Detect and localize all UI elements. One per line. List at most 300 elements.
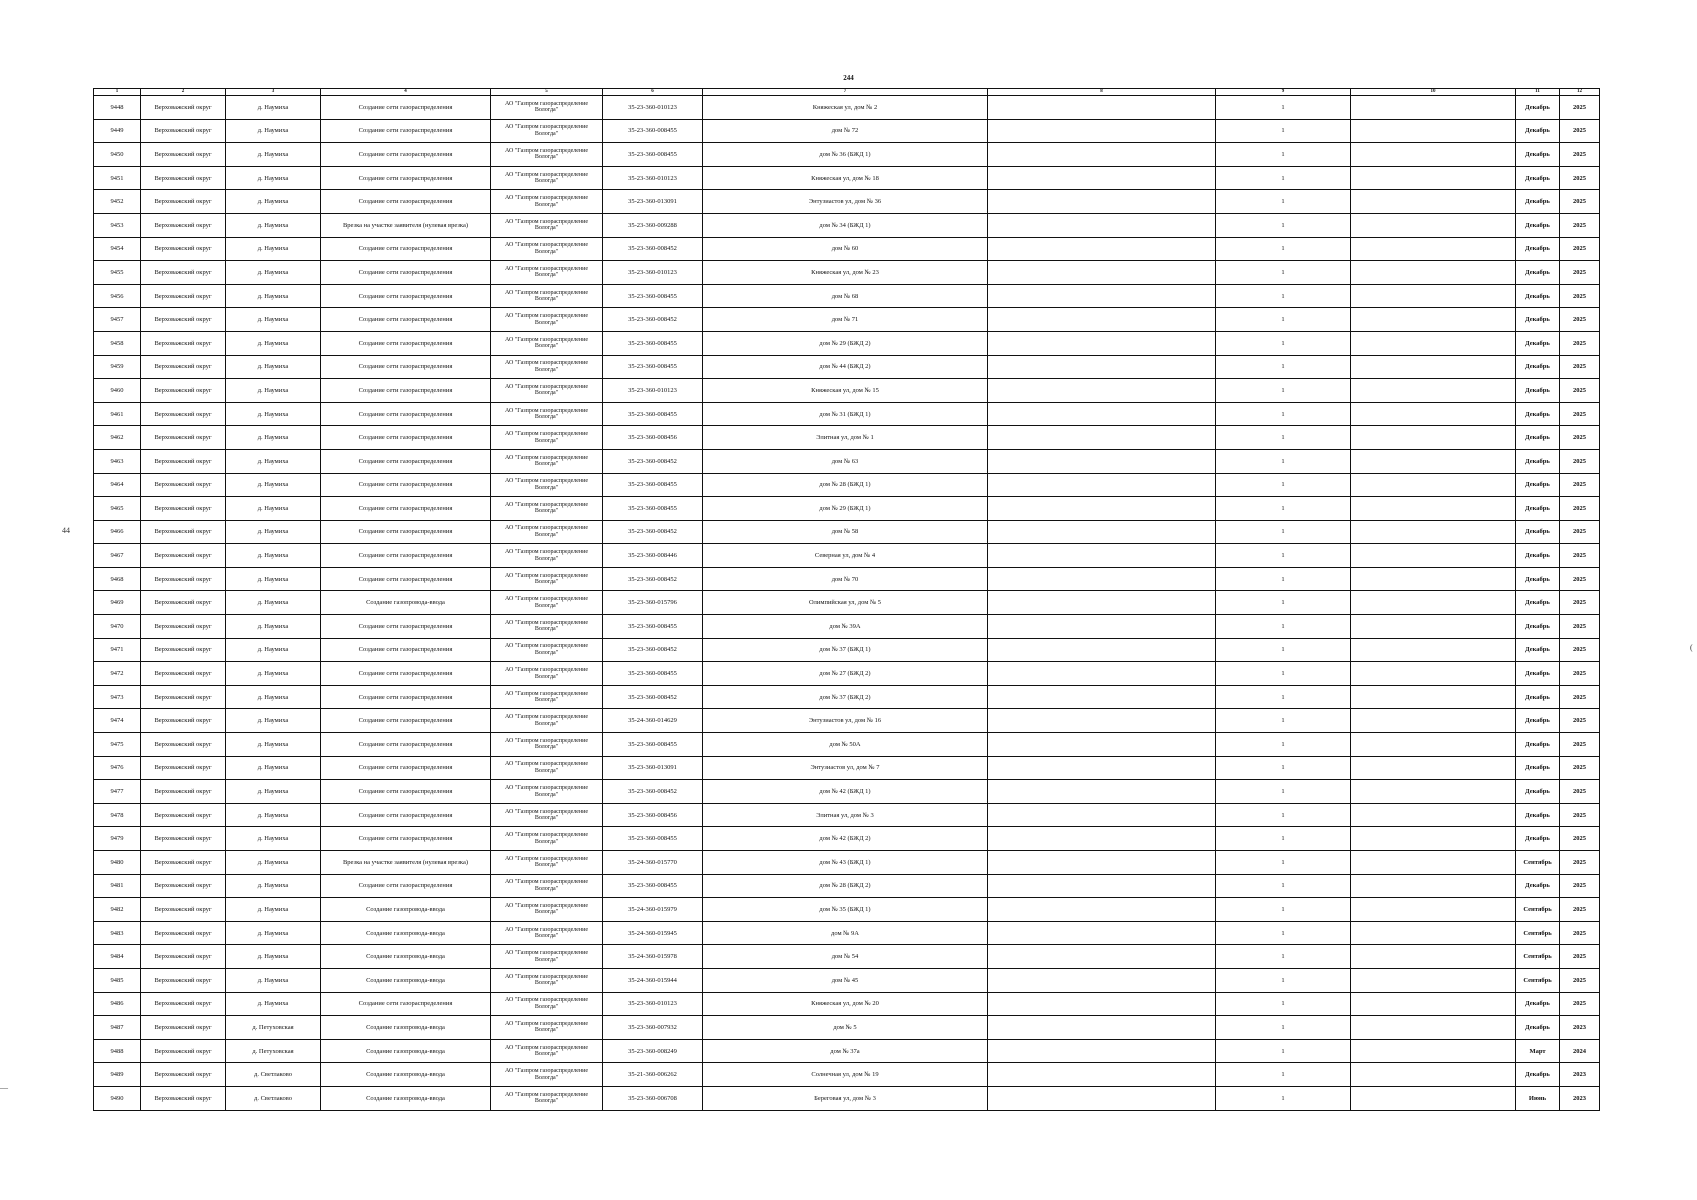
locality-cell: д. Наумиха (226, 237, 321, 261)
table-row (94, 426, 1600, 450)
organization-cell: АО "Газпром газораспределение Вологда" (491, 945, 603, 969)
work-type-cell: Создание сети газораспределения (321, 379, 491, 403)
empty-cell (1351, 213, 1516, 237)
year-cell: 2025 (1560, 615, 1600, 639)
empty-cell (1351, 898, 1516, 922)
address-cell: Элитная ул, дом № 1 (703, 426, 988, 450)
empty-cell (1351, 685, 1516, 709)
district-cell: Верховажский округ (141, 851, 226, 875)
column-number: 10 (1351, 89, 1516, 96)
row-number: 9467 (94, 544, 141, 568)
table-row (94, 331, 1600, 355)
table-row (94, 1039, 1600, 1063)
column-number: 2 (141, 89, 226, 96)
empty-cell (1351, 449, 1516, 473)
month-cell: Декабрь (1516, 827, 1560, 851)
address-cell: Олимпийская ул, дом № 5 (703, 591, 988, 615)
district-cell: Верховажский округ (141, 520, 226, 544)
empty-cell (1351, 827, 1516, 851)
row-number: 9451 (94, 166, 141, 190)
month-cell: Декабрь (1516, 591, 1560, 615)
empty-cell (1351, 237, 1516, 261)
work-type-cell: Создание сети газораспределения (321, 827, 491, 851)
year-cell: 2025 (1560, 567, 1600, 591)
work-type-cell: Создание сети газораспределения (321, 567, 491, 591)
address-cell: дом № 72 (703, 119, 988, 143)
address-cell: дом № 28 (БЖД 1) (703, 473, 988, 497)
table-row (94, 355, 1600, 379)
year-cell: 2025 (1560, 921, 1600, 945)
month-cell: Декабрь (1516, 733, 1560, 757)
table-row (94, 119, 1600, 143)
empty-cell (1351, 331, 1516, 355)
table-row (94, 945, 1600, 969)
address-cell: дом № 5 (703, 1016, 988, 1040)
district-cell: Верховажский округ (141, 166, 226, 190)
district-cell: Верховажский округ (141, 615, 226, 639)
empty-cell (988, 709, 1216, 733)
quantity-cell: 1 (1216, 567, 1351, 591)
address-cell: дом № 44 (БЖД 2) (703, 355, 988, 379)
address-cell: Береговая ул, дом № 3 (703, 1086, 988, 1110)
month-cell: Декабрь (1516, 166, 1560, 190)
locality-cell: д. Петуховская (226, 1039, 321, 1063)
organization-cell: АО "Газпром газораспределение Вологда" (491, 426, 603, 450)
work-type-cell: Создание сети газораспределения (321, 497, 491, 521)
empty-cell (988, 992, 1216, 1016)
code-cell: 35-23-360-010123 (603, 379, 703, 403)
empty-cell (988, 426, 1216, 450)
empty-cell (1351, 591, 1516, 615)
code-cell: 35-23-360-008456 (603, 426, 703, 450)
month-cell: Декабрь (1516, 803, 1560, 827)
empty-cell (1351, 851, 1516, 875)
month-cell: Декабрь (1516, 308, 1560, 332)
quantity-cell: 1 (1216, 827, 1351, 851)
month-cell: Декабрь (1516, 355, 1560, 379)
empty-cell (1351, 921, 1516, 945)
locality-cell: д. Наумиха (226, 945, 321, 969)
locality-cell: д. Наумиха (226, 449, 321, 473)
month-cell: Декабрь (1516, 638, 1560, 662)
table-row (94, 921, 1600, 945)
organization-cell: АО "Газпром газораспределение Вологда" (491, 874, 603, 898)
empty-cell (1351, 945, 1516, 969)
empty-cell (988, 615, 1216, 639)
table-row (94, 992, 1600, 1016)
year-cell: 2025 (1560, 662, 1600, 686)
quantity-cell: 1 (1216, 615, 1351, 639)
code-cell: 35-21-360-006262 (603, 1063, 703, 1087)
row-number: 9475 (94, 733, 141, 757)
address-cell: дом № 71 (703, 308, 988, 332)
empty-cell (988, 402, 1216, 426)
organization-cell: АО "Газпром газораспределение Вологда" (491, 733, 603, 757)
empty-cell (1351, 96, 1516, 120)
quantity-cell: 1 (1216, 898, 1351, 922)
quantity-cell: 1 (1216, 166, 1351, 190)
table-row (94, 874, 1600, 898)
month-cell: Декабрь (1516, 615, 1560, 639)
organization-cell: АО "Газпром газораспределение Вологда" (491, 709, 603, 733)
row-number: 9462 (94, 426, 141, 450)
work-type-cell: Создание сети газораспределения (321, 615, 491, 639)
work-type-cell: Создание сети газораспределения (321, 520, 491, 544)
organization-cell: АО "Газпром газораспределение Вологда" (491, 331, 603, 355)
locality-cell: д. Наумиха (226, 166, 321, 190)
code-cell: 35-23-360-008452 (603, 308, 703, 332)
row-number: 9450 (94, 143, 141, 167)
page-number: 244 (843, 74, 854, 82)
empty-cell (988, 449, 1216, 473)
table-row (94, 567, 1600, 591)
work-type-cell: Создание газопровода-ввода (321, 921, 491, 945)
locality-cell: д. Наумиха (226, 615, 321, 639)
quantity-cell: 1 (1216, 544, 1351, 568)
year-cell: 2025 (1560, 213, 1600, 237)
district-cell: Верховажский округ (141, 662, 226, 686)
year-cell: 2025 (1560, 898, 1600, 922)
district-cell: Верховажский округ (141, 190, 226, 214)
quantity-cell: 1 (1216, 1086, 1351, 1110)
work-type-cell: Создание сети газораспределения (321, 733, 491, 757)
address-cell: Княжеская ул, дом № 23 (703, 261, 988, 285)
table-row (94, 615, 1600, 639)
work-type-cell: Врезка на участке заявителя (нулевая врезка) (321, 851, 491, 875)
code-cell: 35-23-360-008455 (603, 355, 703, 379)
row-number: 9464 (94, 473, 141, 497)
month-cell: Декабрь (1516, 1063, 1560, 1087)
table-row (94, 497, 1600, 521)
month-cell: Декабрь (1516, 685, 1560, 709)
year-cell: 2025 (1560, 968, 1600, 992)
row-number: 9486 (94, 992, 141, 1016)
quantity-cell: 1 (1216, 874, 1351, 898)
empty-cell (988, 1063, 1216, 1087)
quantity-cell: 1 (1216, 284, 1351, 308)
table-row (94, 143, 1600, 167)
row-number: 9449 (94, 119, 141, 143)
row-number: 9483 (94, 921, 141, 945)
table-row (94, 213, 1600, 237)
address-cell: дом № 28 (БЖД 2) (703, 874, 988, 898)
organization-cell: АО "Газпром газораспределение Вологда" (491, 803, 603, 827)
year-cell: 2025 (1560, 119, 1600, 143)
locality-cell: д. Наумиха (226, 921, 321, 945)
empty-cell (1351, 379, 1516, 403)
row-number: 9455 (94, 261, 141, 285)
work-type-cell: Создание газопровода-ввода (321, 1016, 491, 1040)
empty-cell (1351, 733, 1516, 757)
empty-cell (988, 662, 1216, 686)
organization-cell: АО "Газпром газораспределение Вологда" (491, 827, 603, 851)
table-row (94, 851, 1600, 875)
address-cell: дом № 68 (703, 284, 988, 308)
work-type-cell: Создание газопровода-ввода (321, 1086, 491, 1110)
year-cell: 2025 (1560, 331, 1600, 355)
district-cell: Верховажский округ (141, 119, 226, 143)
address-cell: дом № 70 (703, 567, 988, 591)
locality-cell: д. Наумиха (226, 874, 321, 898)
work-type-cell: Создание сети газораспределения (321, 119, 491, 143)
locality-cell: д. Наумиха (226, 756, 321, 780)
locality-cell: д. Наумиха (226, 96, 321, 120)
district-cell: Верховажский округ (141, 827, 226, 851)
district-cell: Верховажский округ (141, 213, 226, 237)
empty-cell (988, 851, 1216, 875)
empty-cell (988, 520, 1216, 544)
code-cell: 35-23-360-008452 (603, 567, 703, 591)
locality-cell: д. Наумиха (226, 426, 321, 450)
code-cell: 35-23-360-008249 (603, 1039, 703, 1063)
locality-cell: д. Наумиха (226, 261, 321, 285)
organization-cell: АО "Газпром газораспределение Вологда" (491, 615, 603, 639)
organization-cell: АО "Газпром газораспределение Вологда" (491, 119, 603, 143)
table-row (94, 709, 1600, 733)
locality-cell: д. Наумиха (226, 591, 321, 615)
district-cell: Верховажский округ (141, 567, 226, 591)
district-cell: Верховажский округ (141, 261, 226, 285)
address-cell: дом № 50А (703, 733, 988, 757)
empty-cell (988, 968, 1216, 992)
organization-cell: АО "Газпром газораспределение Вологда" (491, 520, 603, 544)
address-cell: дом № 29 (БЖД 1) (703, 497, 988, 521)
year-cell: 2025 (1560, 544, 1600, 568)
locality-cell: д. Наумиха (226, 851, 321, 875)
month-cell: Декабрь (1516, 331, 1560, 355)
empty-cell (1351, 803, 1516, 827)
district-cell: Верховажский округ (141, 1039, 226, 1063)
code-cell: 35-23-360-008452 (603, 780, 703, 804)
empty-cell (988, 544, 1216, 568)
month-cell: Декабрь (1516, 261, 1560, 285)
address-cell: Княжеская ул, дом № 18 (703, 166, 988, 190)
table-row (94, 190, 1600, 214)
organization-cell: АО "Газпром газораспределение Вологда" (491, 96, 603, 120)
district-cell: Верховажский округ (141, 898, 226, 922)
quantity-cell: 1 (1216, 119, 1351, 143)
empty-cell (1351, 520, 1516, 544)
organization-cell: АО "Газпром газораспределение Вологда" (491, 921, 603, 945)
row-number: 9478 (94, 803, 141, 827)
quantity-cell: 1 (1216, 992, 1351, 1016)
address-cell: Энтузиастов ул, дом № 7 (703, 756, 988, 780)
month-cell: Декабрь (1516, 119, 1560, 143)
work-type-cell: Создание сети газораспределения (321, 709, 491, 733)
code-cell: 35-23-360-008455 (603, 402, 703, 426)
empty-cell (988, 803, 1216, 827)
table-row (94, 1086, 1600, 1110)
district-cell: Верховажский округ (141, 968, 226, 992)
year-cell: 2025 (1560, 497, 1600, 521)
table-row (94, 1016, 1600, 1040)
row-number: 9476 (94, 756, 141, 780)
row-number: 9459 (94, 355, 141, 379)
organization-cell: АО "Газпром газораспределение Вологда" (491, 851, 603, 875)
work-type-cell: Создание сети газораспределения (321, 331, 491, 355)
locality-cell: д. Наумиха (226, 331, 321, 355)
quantity-cell: 1 (1216, 709, 1351, 733)
organization-cell: АО "Газпром газораспределение Вологда" (491, 379, 603, 403)
district-cell: Верховажский округ (141, 638, 226, 662)
row-number: 9468 (94, 567, 141, 591)
row-number: 9470 (94, 615, 141, 639)
empty-cell (1351, 615, 1516, 639)
work-type-cell: Создание сети газораспределения (321, 662, 491, 686)
empty-cell (1351, 1063, 1516, 1087)
empty-cell (988, 473, 1216, 497)
locality-cell: д. Наумиха (226, 355, 321, 379)
code-cell: 35-23-360-015796 (603, 591, 703, 615)
month-cell: Сентябрь (1516, 898, 1560, 922)
code-cell: 35-23-360-008446 (603, 544, 703, 568)
table-row (94, 308, 1600, 332)
code-cell: 35-23-360-008455 (603, 331, 703, 355)
code-cell: 35-23-360-008455 (603, 827, 703, 851)
empty-cell (1351, 119, 1516, 143)
margin-mark-bottom-left: — (0, 1083, 8, 1092)
locality-cell: д. Наумиха (226, 780, 321, 804)
empty-cell (988, 213, 1216, 237)
column-number: 5 (491, 89, 603, 96)
organization-cell: АО "Газпром газораспределение Вологда" (491, 780, 603, 804)
row-number: 9481 (94, 874, 141, 898)
address-cell: дом № 43 (БЖД 1) (703, 851, 988, 875)
row-number: 9458 (94, 331, 141, 355)
table-row (94, 379, 1600, 403)
month-cell: Декабрь (1516, 874, 1560, 898)
quantity-cell: 1 (1216, 945, 1351, 969)
empty-cell (988, 1016, 1216, 1040)
organization-cell: АО "Газпром газораспределение Вологда" (491, 449, 603, 473)
empty-cell (1351, 143, 1516, 167)
empty-cell (988, 166, 1216, 190)
code-cell: 35-23-360-008452 (603, 449, 703, 473)
row-number: 9479 (94, 827, 141, 851)
empty-cell (1351, 709, 1516, 733)
address-cell: дом № 58 (703, 520, 988, 544)
locality-cell: д. Наумиха (226, 497, 321, 521)
margin-mark-left: 44 (62, 526, 70, 535)
year-cell: 2025 (1560, 756, 1600, 780)
empty-cell (988, 827, 1216, 851)
locality-cell: д. Наумиха (226, 992, 321, 1016)
address-cell: дом № 42 (БЖД 1) (703, 780, 988, 804)
month-cell: Декабрь (1516, 756, 1560, 780)
empty-cell (1351, 261, 1516, 285)
table-row (94, 685, 1600, 709)
organization-cell: АО "Газпром газораспределение Вологда" (491, 284, 603, 308)
work-type-cell: Создание сети газораспределения (321, 237, 491, 261)
quantity-cell: 1 (1216, 851, 1351, 875)
locality-cell: д. Светлаково (226, 1086, 321, 1110)
code-cell: 35-23-360-007932 (603, 1016, 703, 1040)
table-row (94, 261, 1600, 285)
table-row (94, 237, 1600, 261)
row-number: 9457 (94, 308, 141, 332)
row-number: 9469 (94, 591, 141, 615)
district-cell: Верховажский округ (141, 945, 226, 969)
column-number: 7 (703, 89, 988, 96)
empty-cell (988, 379, 1216, 403)
work-type-cell: Создание газопровода-ввода (321, 591, 491, 615)
table-row (94, 638, 1600, 662)
locality-cell: д. Наумиха (226, 544, 321, 568)
column-number-row (94, 89, 1600, 96)
year-cell: 2025 (1560, 520, 1600, 544)
row-number: 9448 (94, 96, 141, 120)
column-number: 12 (1560, 89, 1600, 96)
district-cell: Верховажский округ (141, 308, 226, 332)
code-cell: 35-24-360-015770 (603, 851, 703, 875)
quantity-cell: 1 (1216, 355, 1351, 379)
table-body (94, 89, 1600, 1111)
table-row (94, 284, 1600, 308)
quantity-cell: 1 (1216, 638, 1351, 662)
month-cell: Декабрь (1516, 237, 1560, 261)
empty-cell (1351, 190, 1516, 214)
locality-cell: д. Наумиха (226, 968, 321, 992)
year-cell: 2023 (1560, 1086, 1600, 1110)
empty-cell (1351, 426, 1516, 450)
organization-cell: АО "Газпром газораспределение Вологда" (491, 1063, 603, 1087)
year-cell: 2025 (1560, 827, 1600, 851)
quantity-cell: 1 (1216, 968, 1351, 992)
locality-cell: д. Наумиха (226, 567, 321, 591)
month-cell: Декабрь (1516, 1016, 1560, 1040)
table-row (94, 591, 1600, 615)
empty-cell (988, 756, 1216, 780)
month-cell: Сентябрь (1516, 968, 1560, 992)
row-number: 9460 (94, 379, 141, 403)
district-cell: Верховажский округ (141, 1016, 226, 1040)
code-cell: 35-23-360-013091 (603, 756, 703, 780)
district-cell: Верховажский округ (141, 874, 226, 898)
locality-cell: д. Наумиха (226, 662, 321, 686)
work-type-cell: Создание сети газораспределения (321, 426, 491, 450)
month-cell: Декабрь (1516, 284, 1560, 308)
code-cell: 35-23-360-008455 (603, 119, 703, 143)
row-number: 9490 (94, 1086, 141, 1110)
organization-cell: АО "Газпром газораспределение Вологда" (491, 1039, 603, 1063)
table-row (94, 402, 1600, 426)
empty-cell (1351, 1086, 1516, 1110)
quantity-cell: 1 (1216, 308, 1351, 332)
address-cell: дом № 63 (703, 449, 988, 473)
district-cell: Верховажский округ (141, 426, 226, 450)
address-cell: Элитная ул, дом № 3 (703, 803, 988, 827)
row-number: 9489 (94, 1063, 141, 1087)
organization-cell: АО "Газпром газораспределение Вологда" (491, 756, 603, 780)
empty-cell (1351, 968, 1516, 992)
year-cell: 2025 (1560, 426, 1600, 450)
empty-cell (988, 190, 1216, 214)
organization-cell: АО "Газпром газораспределение Вологда" (491, 402, 603, 426)
row-number: 9485 (94, 968, 141, 992)
work-type-cell: Создание сети газораспределения (321, 190, 491, 214)
locality-cell: д. Наумиха (226, 520, 321, 544)
code-cell: 35-23-360-010123 (603, 992, 703, 1016)
year-cell: 2025 (1560, 284, 1600, 308)
code-cell: 35-24-360-015944 (603, 968, 703, 992)
district-cell: Верховажский округ (141, 449, 226, 473)
year-cell: 2025 (1560, 190, 1600, 214)
organization-cell: АО "Газпром газораспределение Вологда" (491, 591, 603, 615)
organization-cell: АО "Газпром газораспределение Вологда" (491, 308, 603, 332)
year-cell: 2025 (1560, 733, 1600, 757)
district-cell: Верховажский округ (141, 591, 226, 615)
code-cell: 35-23-360-008455 (603, 733, 703, 757)
